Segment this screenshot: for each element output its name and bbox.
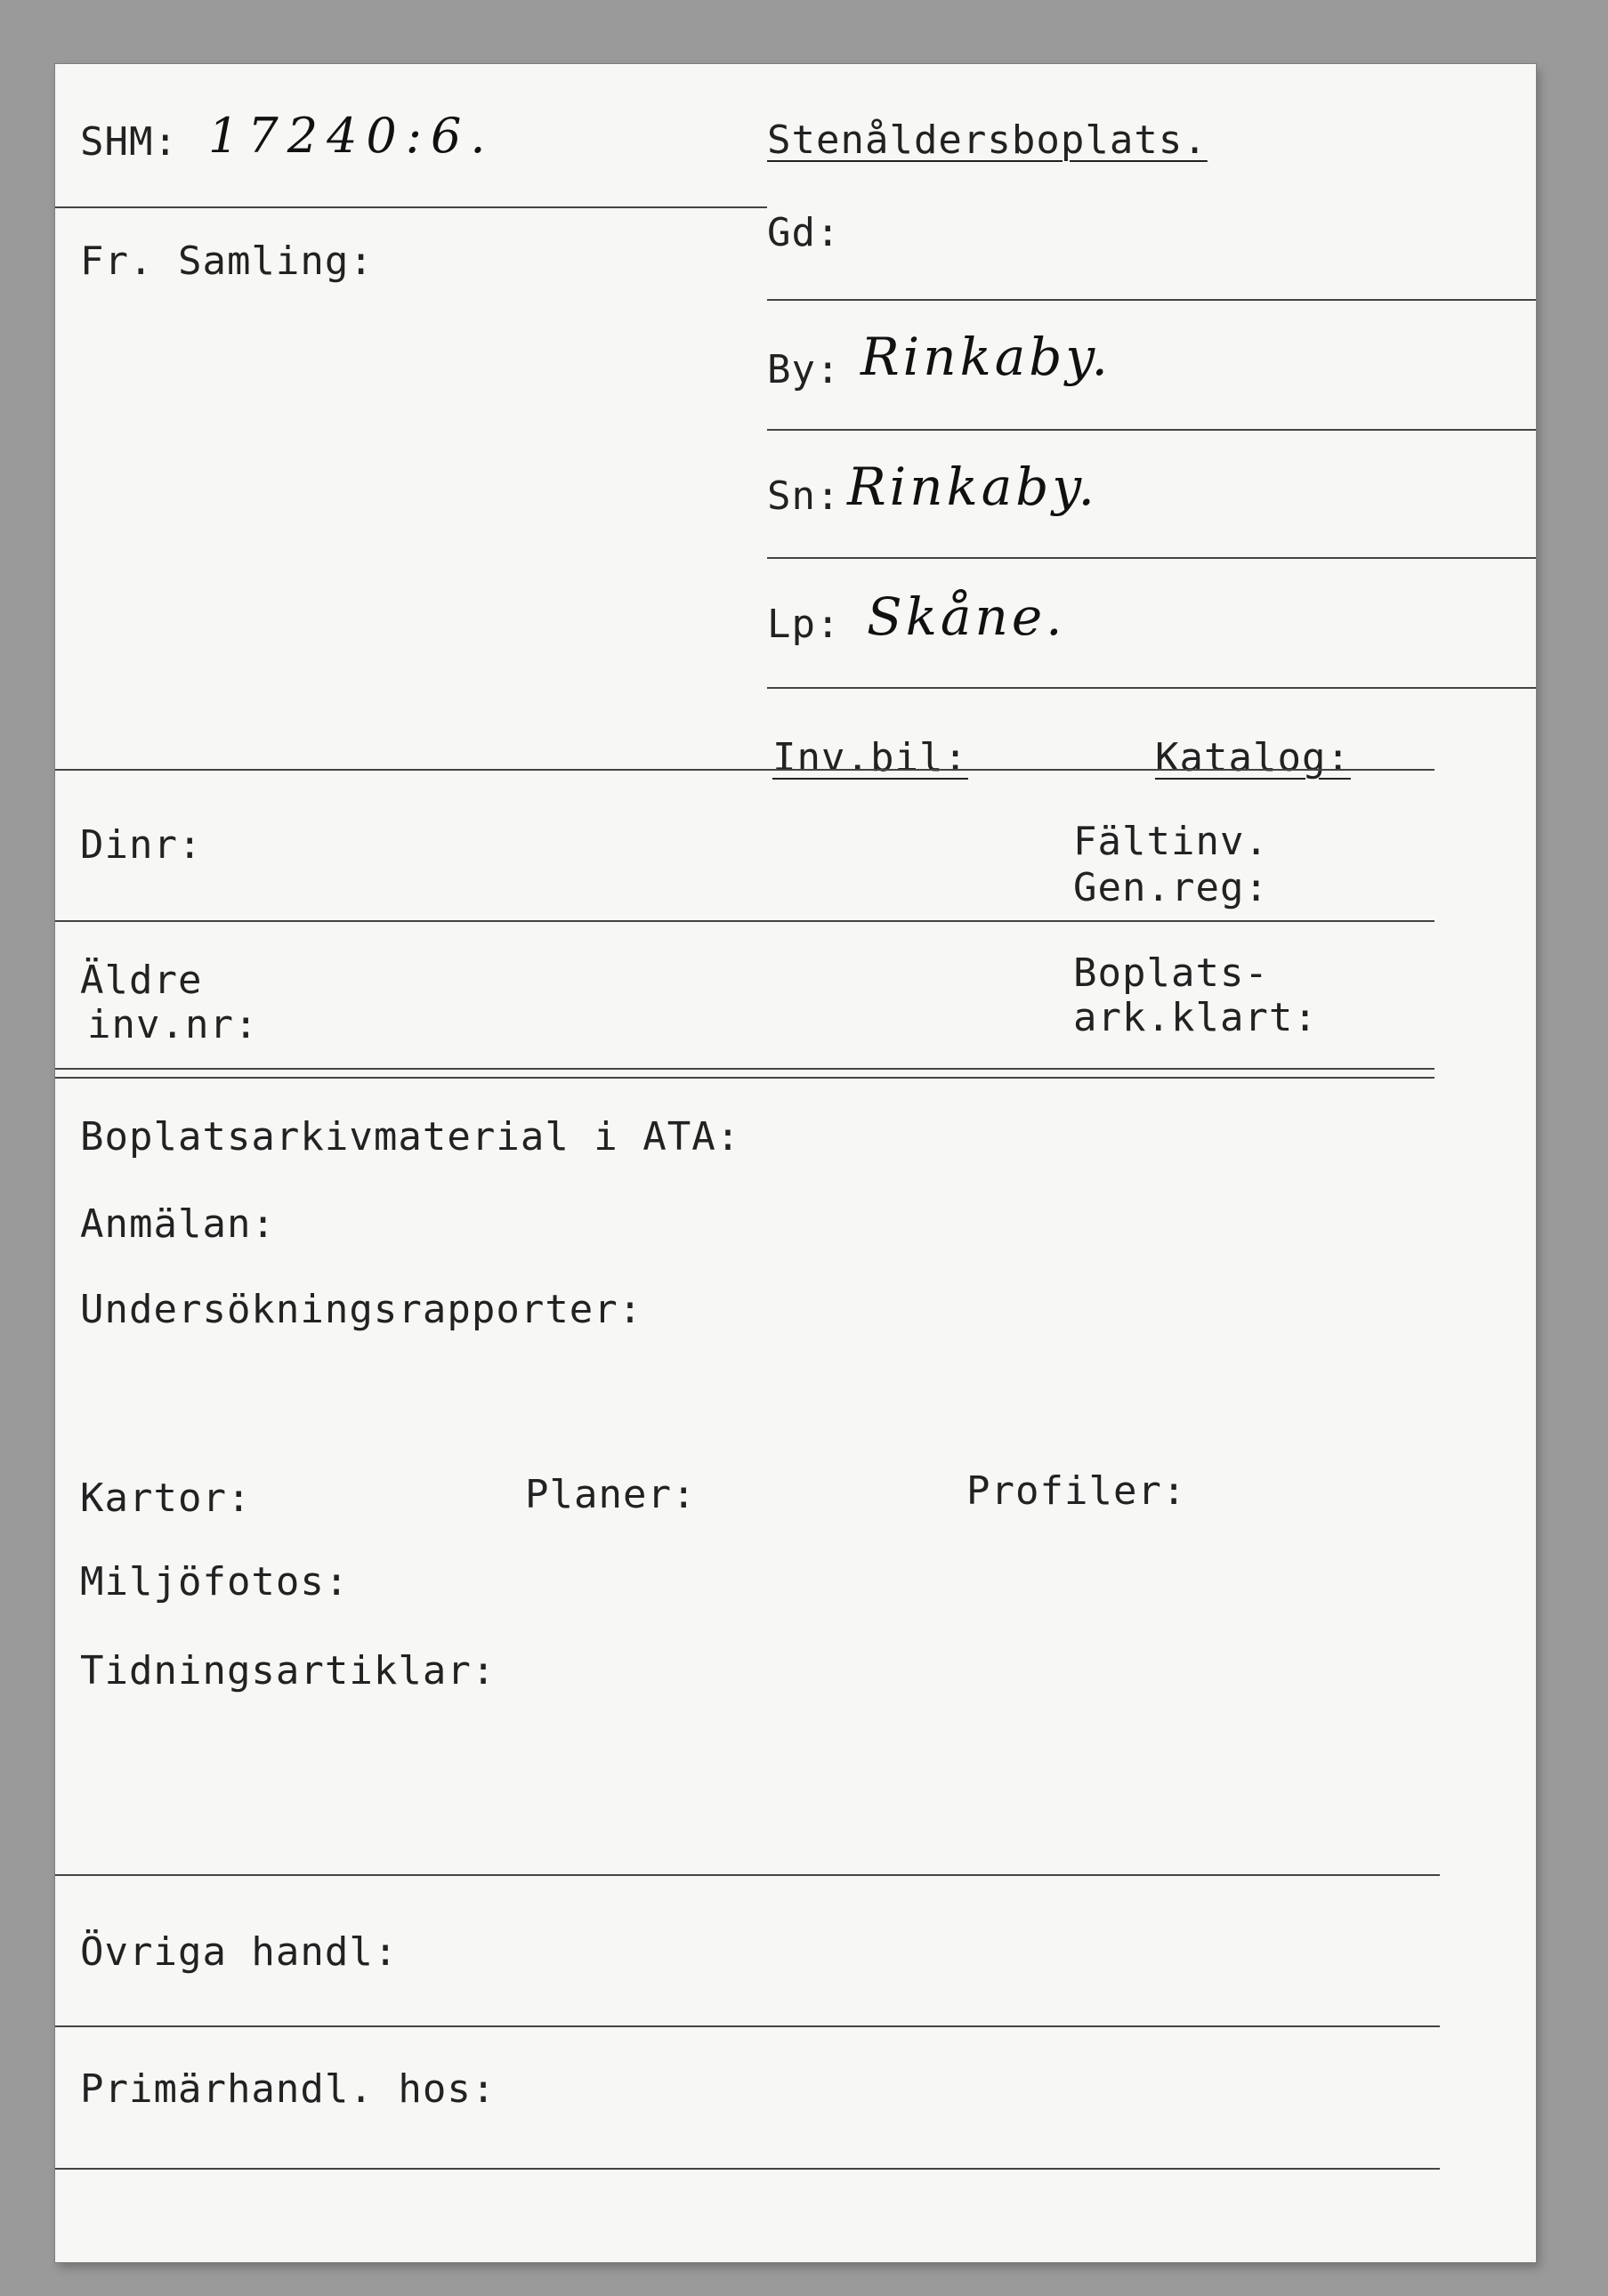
boplats-label-line2: ark.klart: [1073, 995, 1318, 1040]
divider-inventory [55, 769, 1434, 771]
divider-lp [767, 687, 1536, 689]
divider-gd [767, 299, 1536, 301]
invbil-label: Inv.bil: [772, 735, 968, 780]
by-label: By: [767, 347, 841, 392]
genreg-label: Gen.reg: [1073, 865, 1269, 910]
profiler-label: Profiler: [966, 1468, 1187, 1514]
lp-label: Lp: [767, 602, 841, 647]
archive-heading: Boplatsarkivmaterial i ATA: [80, 1114, 741, 1160]
aldre-label-line2: inv.nr: [87, 1002, 259, 1047]
divider-tidning [55, 1874, 1440, 1876]
divider-primar [55, 2168, 1440, 2170]
card-title: Stenåldersboplats. [767, 117, 1208, 163]
shm-label: SHM: [80, 119, 178, 165]
gd-label: Gd: [767, 210, 841, 255]
sn-label: Sn: [767, 473, 841, 519]
primar-label: Primärhandl. hos: [80, 2066, 497, 2112]
dinr-label: Dinr: [80, 822, 203, 868]
catalog-card [55, 64, 1536, 2262]
divider-ovriga [55, 2025, 1440, 2027]
divider-header-left [55, 206, 767, 208]
divider-by [767, 429, 1536, 431]
divider-double-bottom [55, 1077, 1434, 1079]
undersokning-label: Undersökningsrapporter: [80, 1287, 643, 1332]
divider-sn [767, 557, 1536, 559]
miljofotos-label: Miljöfotos: [80, 1559, 350, 1605]
shm-number: 17240:6. [208, 108, 495, 164]
kartor-label: Kartor: [80, 1475, 252, 1521]
planer-label: Planer: [525, 1472, 697, 1517]
divider-dinr [55, 920, 1434, 922]
samling-label: Fr. Samling: [80, 238, 374, 284]
faltinv-label: Fältinv. [1073, 819, 1269, 864]
aldre-label-line1: Äldre [80, 958, 203, 1003]
boplats-label-line1: Boplats- [1073, 950, 1269, 996]
katalog-label: Katalog: [1155, 735, 1351, 780]
lp-value: Skåne. [867, 586, 1066, 647]
anmalan-label: Anmälan: [80, 1201, 276, 1247]
by-value: Rinkaby. [861, 327, 1111, 387]
tidning-label: Tidningsartiklar: [80, 1648, 497, 1694]
ovriga-label: Övriga handl: [80, 1929, 399, 1975]
sn-value: Rinkaby. [847, 457, 1098, 517]
divider-double-top [55, 1068, 1434, 1070]
